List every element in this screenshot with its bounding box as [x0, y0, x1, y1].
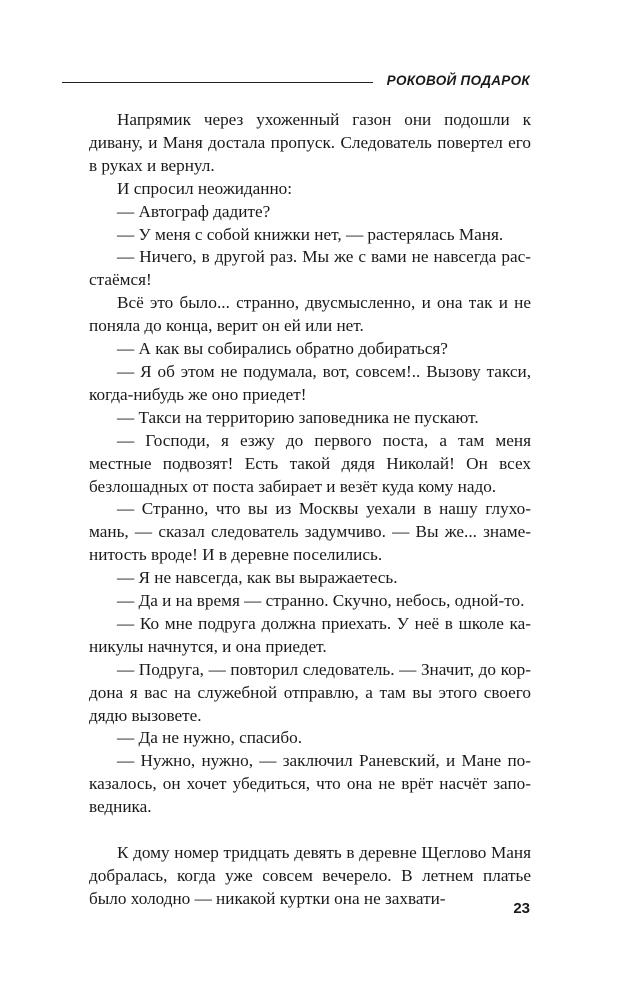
- paragraph: Всё это было... странно, двусмысленно, и она так и не поняла до конца, верит он ей или нет.: [89, 293, 531, 336]
- paragraph: Напрямик через ухоженный газон они подошли к дивану, и Маня достала пропуск. Следователь повертел его в руках и вернул.: [89, 110, 531, 175]
- dialogue-line: — Странно, что вы из Москвы уехали в нашу глухомань, — сказал следователь задумчиво. — Вы же... знаменитость вроде! И в деревне поселились.: [89, 499, 531, 565]
- dialogue-line: — А как вы собирались обратно добираться?: [117, 339, 448, 359]
- dialogue-line: — Ко мне подруга должна приехать. У неё в школе каникулы начнутся, и она приедет.: [89, 613, 531, 656]
- dialogue-line: — Нужно, нужно, — заключил Раневский, и Мане показалось, он хочет убедиться, что она не врёт насчёт заповедника.: [89, 751, 531, 817]
- paragraph: И спросил неожиданно:: [117, 178, 293, 198]
- running-head: РОКОВОЙ ПОДАРОК: [386, 73, 530, 88]
- dialogue-line: — Ничего, в другой раз. Мы же с вами не навсегда расстаёмся!: [89, 247, 531, 290]
- dialogue-line: — Да и на время — странно. Скучно, небось, одной-то.: [117, 591, 525, 611]
- section-paragraph: К дому номер тридцать девять в деревне Щеглово Маня добралась, когда уже совсем вечерело. В летнем платье было холодно — никакой куртки она не захвати-: [89, 843, 531, 908]
- page-body: [89, 109, 531, 911]
- header-rule: [62, 82, 373, 83]
- section-break: [89, 819, 531, 842]
- page-number: 23: [513, 900, 530, 917]
- dialogue-line: — У меня с собой книжки нет, — растерялась Маня.: [117, 224, 504, 244]
- dialogue-line: — Я об этом не подумала, вот, совсем!.. Вызову такси, когда-нибудь же оно приедет!: [89, 361, 531, 404]
- dialogue-line: — Да не нужно, спасибо.: [117, 728, 303, 748]
- dialogue-line: — Автограф дадите?: [117, 201, 271, 221]
- dialogue-line: — Такси на территорию заповедника не пускают.: [117, 407, 479, 427]
- dialogue-line: — Господи, я езжу до первого поста, а там меня местные подвозят! Есть такой дядя Николай! Он всех безлошадных от поста забирает и везёт куда кому надо.: [89, 430, 531, 496]
- dialogue-line: — Подруга, — повторил следователь. — Значит, до кордона я вас на служебной отправлю, а там вы этого своего дядю вызовете.: [89, 659, 531, 725]
- dialogue-line: — Я не навсегда, как вы выражаетесь.: [117, 568, 398, 588]
